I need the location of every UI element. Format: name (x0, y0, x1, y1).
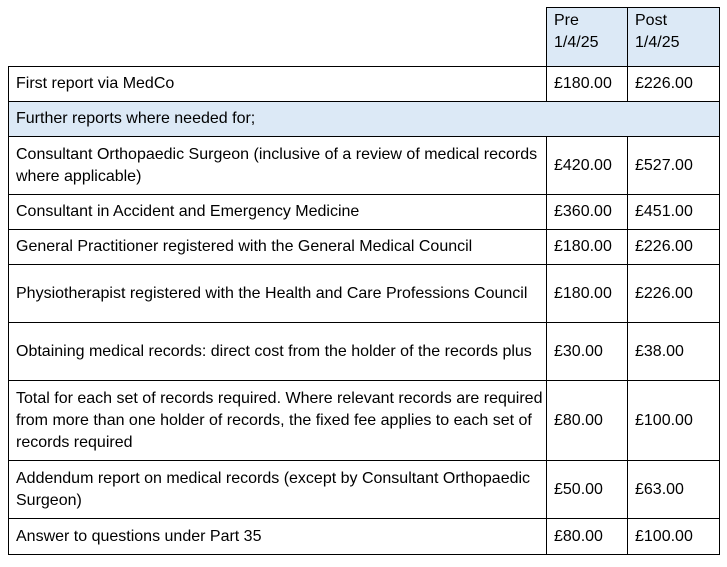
row-label: Consultant in Accident and Emergency Medicine (9, 195, 547, 230)
fee-table (8, 7, 720, 555)
row-post-price: £226.00 (628, 230, 720, 265)
row-post-price: £63.00 (628, 461, 720, 519)
row-post-price: £527.00 (628, 137, 720, 195)
row-post-price: £100.00 (628, 519, 720, 555)
row-post-price: £226.00 (628, 67, 720, 102)
header-pre (547, 8, 628, 67)
row-label: Answer to questions under Part 35 (9, 519, 547, 555)
row-pre-price: £180.00 (547, 265, 628, 323)
row-label: First report via MedCo (9, 67, 547, 102)
table-row (9, 323, 720, 381)
table-row (9, 461, 720, 519)
row-pre-price: £360.00 (547, 195, 628, 230)
table-row (9, 265, 720, 323)
row-pre-price: £80.00 (547, 519, 628, 555)
table-row (9, 519, 720, 555)
header-post (628, 8, 720, 67)
row-label: General Practitioner registered with the General Medical Council (9, 230, 547, 265)
row-pre-price: £180.00 (547, 230, 628, 265)
row-pre-price: £420.00 (547, 137, 628, 195)
header-pre-line2: 1/4/25 (554, 34, 599, 51)
row-label: Physiotherapist registered with the Health and Care Professions Council (9, 265, 547, 323)
row-label: Obtaining medical records: direct cost from the holder of the records plus (9, 323, 547, 381)
row-pre-price: £30.00 (547, 323, 628, 381)
row-label: Consultant Orthopaedic Surgeon (inclusive of a review of medical records where applicable) (9, 137, 547, 195)
row-post-price: £451.00 (628, 195, 720, 230)
header-pre-line1: Pre (554, 12, 579, 29)
table-row (9, 67, 720, 102)
header-row (9, 8, 720, 67)
header-post-line2: 1/4/25 (635, 34, 680, 51)
table-row (9, 137, 720, 195)
row-pre-price: £180.00 (547, 67, 628, 102)
row-pre-price: £80.00 (547, 381, 628, 461)
table-row (9, 381, 720, 461)
row-post-price: £38.00 (628, 323, 720, 381)
section-row (9, 102, 720, 137)
row-label: Total for each set of records required. Where relevant records are required from more than one holder of records, the fixed fee applies to each set of records required (9, 381, 547, 461)
row-post-price: £100.00 (628, 381, 720, 461)
header-post-line1: Post (635, 12, 668, 29)
table-row (9, 195, 720, 230)
section-label: Further reports where needed for; (9, 102, 720, 137)
table-row (9, 230, 720, 265)
header-blank-cell (9, 8, 547, 67)
row-pre-price: £50.00 (547, 461, 628, 519)
row-label: Addendum report on medical records (except by Consultant Orthopaedic Surgeon) (9, 461, 547, 519)
row-post-price: £226.00 (628, 265, 720, 323)
